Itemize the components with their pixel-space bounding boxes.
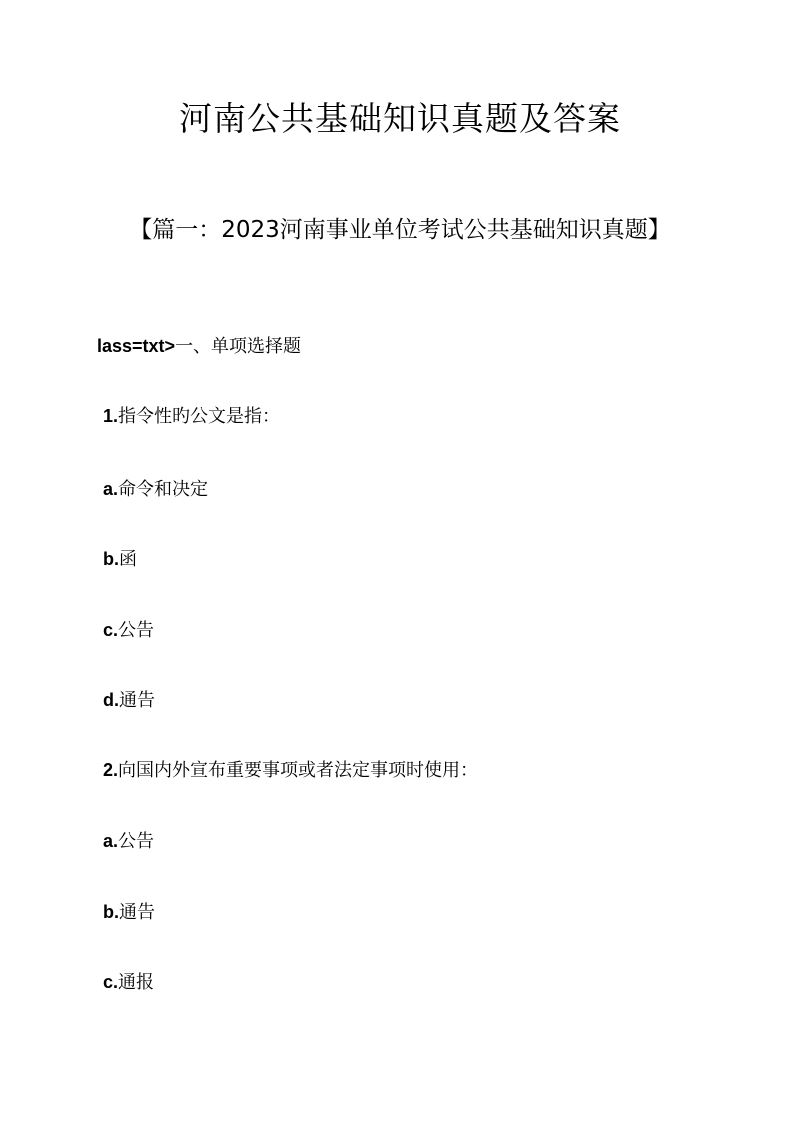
option-letter: a. [103, 831, 119, 851]
option-text: 通告 [119, 690, 155, 711]
question-number: 2. [103, 760, 119, 780]
option-letter: b. [103, 902, 119, 922]
question-1-option-a [103, 476, 208, 503]
question-text: 指令性旳公文是指： [118, 406, 281, 427]
section-heading-text: 一、单项选择题 [175, 336, 302, 357]
option-letter: c. [103, 620, 119, 640]
question-1-option-c [103, 617, 154, 644]
question-2 [103, 757, 478, 784]
option-letter: c. [103, 972, 119, 992]
document-subtitle: 【篇一：2023河南事业单位考试公共基础知识真题】 [129, 217, 671, 243]
question-1-option-b [103, 546, 137, 573]
question-1 [103, 403, 280, 430]
question-2-option-c [103, 969, 154, 996]
option-text: 公告 [118, 620, 155, 641]
option-letter: d. [103, 690, 119, 710]
section-prefix: lass=txt> [97, 336, 176, 356]
option-letter: b. [103, 549, 119, 569]
option-text: 命令和决定 [118, 479, 209, 500]
question-1-option-d [103, 687, 155, 714]
question-2-option-a [103, 828, 154, 855]
question-number: 1. [103, 406, 119, 426]
question-2-option-b [103, 899, 155, 926]
option-text: 通告 [119, 902, 155, 923]
document-title: 河南公共基础知识真题及答案 [179, 99, 621, 138]
option-text: 函 [119, 549, 137, 570]
option-letter: a. [103, 479, 119, 499]
option-text: 通报 [118, 972, 155, 993]
section-heading [97, 333, 301, 360]
option-text: 公告 [118, 831, 155, 852]
question-text: 向国内外宣布重要事项或者法定事项时使用： [118, 760, 479, 781]
